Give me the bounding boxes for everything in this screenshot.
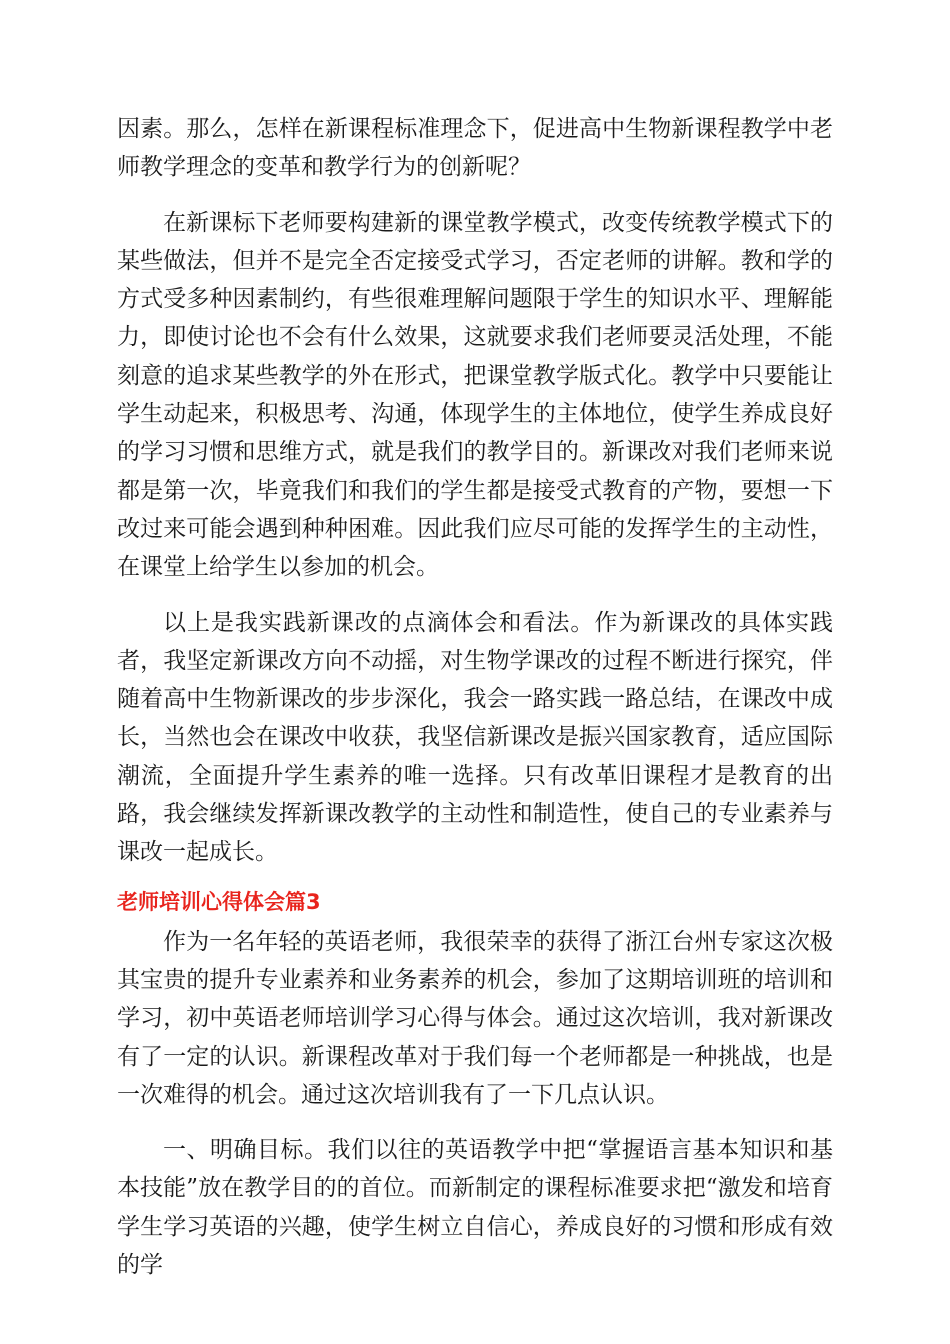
document-body <box>117 110 833 1284</box>
paragraph-reflection: 以上是我实践新课改的点滴体会和看法。作为新课改的具体实践者，我坚定新课改方向不动摇，对生物学课改的过程不断进行探究，伴随着高中生物新课改的步步深化，我会一路实践一路总结，在课改中成长，当然也会在课改中收获，我坚信新课改是振兴国家教育，适应国际潮流，全面提升学生素养的唯一选择。只有改革旧课程才是教育的出路，我会继续发挥新课改教学的主动性和制造性，使自己的专业素养与课改一起成长。 <box>117 609 833 866</box>
paragraph-clear-goals: 一、明确目标。我们以往的英语教学中把“掌握语言基本知识和基本技能”放在教学目的的首位。而新制定的课程标准要求把“激发和培育学生学习英语的兴趣，使学生树立自信心，养成良好的习惯和形成有效的学 <box>117 1137 833 1279</box>
paragraph-classroom-model: 在新课标下老师要构建新的课堂教学模式，改变传统教学模式下的某些做法，但并不是完全否定接受式学习，否定老师的讲解。教和学的方式受多种因素制约，有些很难理解问题限于学生的知识水平、理解能力，即使讨论也不会有什么效果，这就要求我们老师要灵活处理，不能刻意的追求某些教学的外在形式，把课堂教学版式化。教学中只要能让学生动起来，积极思考、沟通，体现学生的主体地位，使学生养成良好的学习习惯和思维方式，就是我们的教学目的。新课改对我们老师来说都是第一次，毕竟我们和我们的学生都是接受式教育的产物，要想一下改过来可能会遇到种种困难。因此我们应尽可能的发挥学生的主动性，在课堂上给学生以参加的机会。 <box>117 209 833 581</box>
paragraph-continuation: 因素。那么，怎样在新课程标准理念下，促进高中生物新课程教学中老师教学理念的变革和教学行为的创新呢？ <box>117 116 833 181</box>
paragraph-english-teacher: 作为一名年轻的英语老师，我很荣幸的获得了浙江台州专家这次极其宝贵的提升专业素养和业务素养的机会，参加了这期培训班的培训和学习，初中英语老师培训学习心得与体会。通过这次培训，我对新课改有了一定的认识。新课程改革对于我们每一个老师都是一种挑战，也是一次难得的机会。通过这次培训我有了一下几点认识。 <box>117 928 833 1108</box>
section-heading: 老师培训心得体会篇3 <box>117 889 321 914</box>
